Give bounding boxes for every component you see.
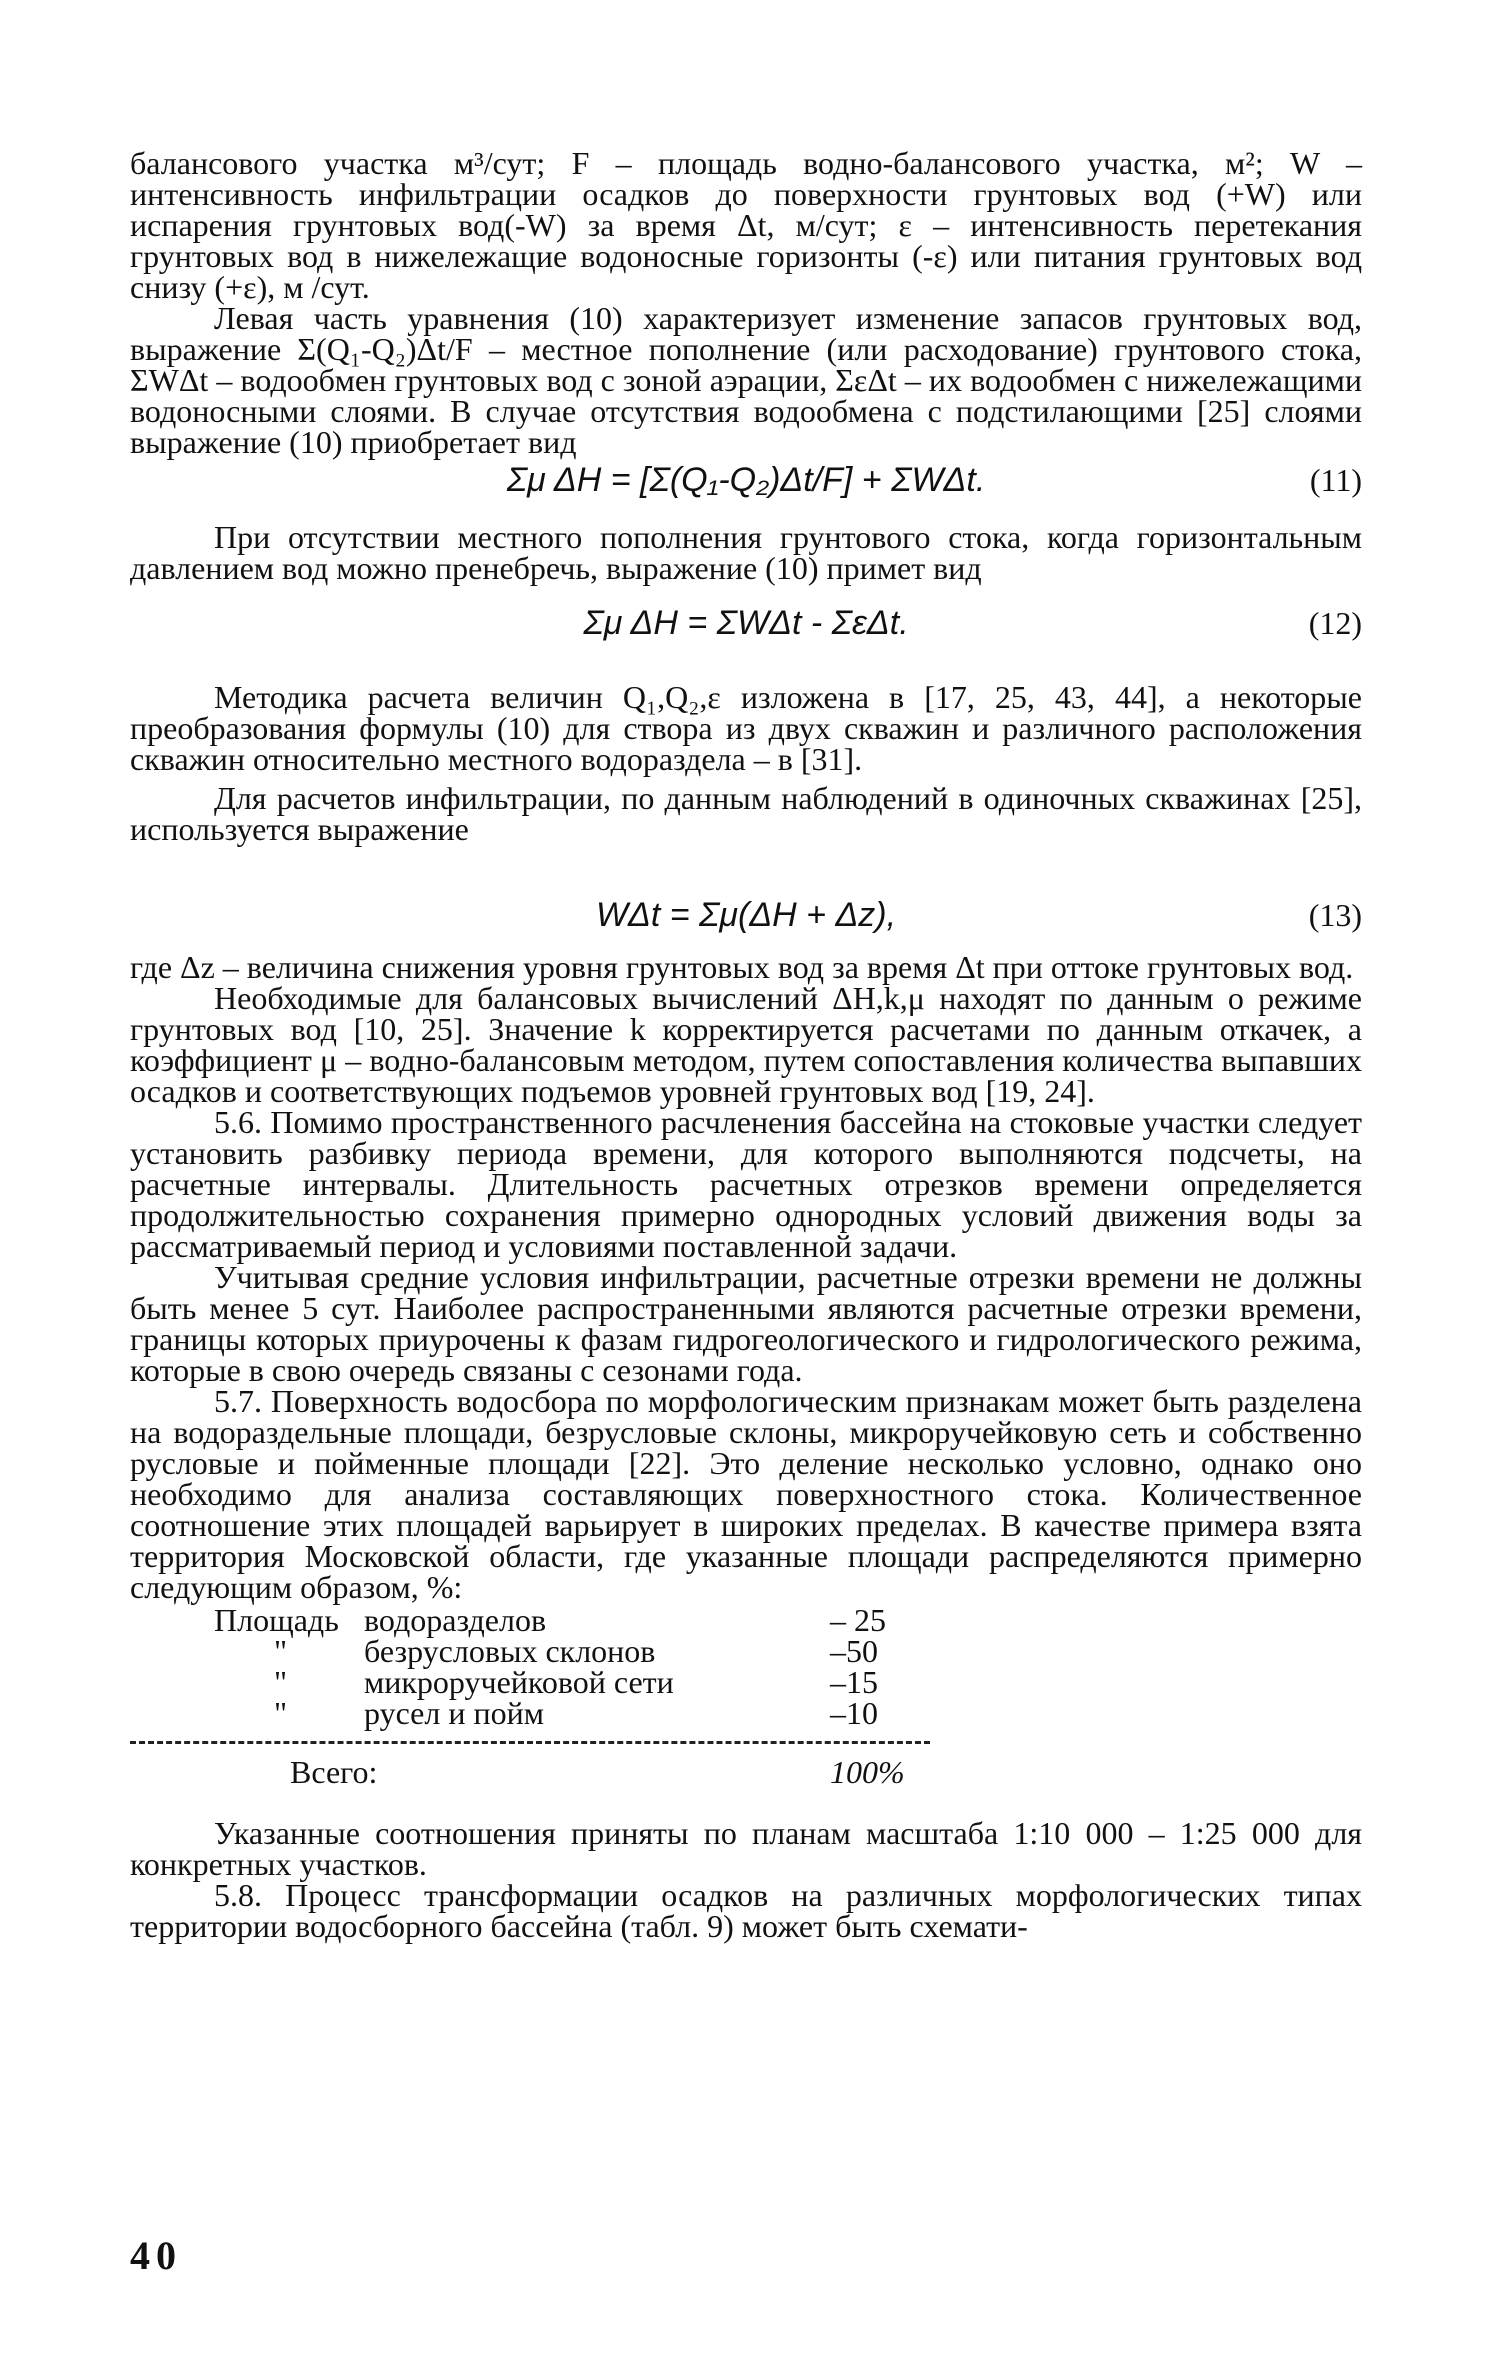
paragraph-infiltration-conditions: Учитывая средние условия инфильтрации, расчетные отрезки времени не должны быть менее 5 сут. Наиболее распространенными являются расчетные отрезки времени, границы которых приурочены к фазам гидрогеологического и гидрологического режима, которые в свою очередь связаны с сезонами года. (130, 1259, 1362, 1388)
formula-11-number: (11) (1309, 462, 1362, 498)
formula-12-expression: Σμ ΔH = ΣWΔt - ΣεΔt. (583, 604, 909, 642)
total-value: 100% (830, 1754, 905, 1790)
total-label: Всего: (290, 1754, 378, 1790)
row-value: – 25 (830, 1602, 886, 1638)
paragraph-section-5-8: 5.8. Процесс трансформации осадков на различных морфологических типах территории водосборного бассейна (табл. 9) может быть схемати- (130, 1877, 1362, 1944)
row-value: –50 (830, 1633, 878, 1669)
paragraph-section-5-6: 5.6. Помимо пространственного расчленения бассейна на стоковые участки следует установить разбивку периода времени, для которого выполняются подсчеты, на расчетные интервалы. Длительность расчетных отрезков времени определяется продолжительностью сохранения примерно однородных условий движения воды за рассматриваемый период и условиями поставленной задачи. (130, 1104, 1362, 1264)
paragraph-balance-calculations: Необходимые для балансовых вычислений ΔH,k,μ находят по данным о режиме грунтовых вод [10, 25]. Значение k корректируется расчетами по данным откачек, а коэффициент μ – водно-балансовым методом, путем сопоставления количества выпавших осадков и соответствующих подъемов уровней грунтовых вод [19, 24]. (130, 980, 1362, 1109)
row-label: русел и пойм (364, 1695, 544, 1731)
text-block-4 (130, 949, 1362, 1944)
paragraph-variables: балансового участка м³/сут; F – площадь водно-балансового участка, м²; W – интенсивность инфильтрации осадков до поверхности грунтовых вод (+W) или испарения грунтовых вод(-W) за время Δt, м/сут; ε – интенсивность перетекания грунтовых вод в нижележащие водоносные горизонты (-ε) или питания грунтовых вод снизу (+ε), м /сут. (130, 145, 1363, 305)
text-block-3 (130, 679, 1362, 847)
paragraph-method: Методика расчета величин Q₁,Q₂,ε изложена в [17, 25, 43, 44], а некоторые преобразования формулы (10) для створа из двух скважин и различного расположения скважин относительно местного водораздела – в [31]. (130, 679, 1362, 777)
table-total-row (130, 1754, 1362, 1790)
text-block-top (130, 145, 1363, 460)
formula-13-expression: WΔt = Σμ(ΔH + Δz), (595, 896, 897, 934)
formula-11-expression: Σμ ΔH = [Σ(Q₁-Q₂)Δt/F] + ΣWΔt. (506, 461, 986, 499)
formula-13 (130, 890, 1362, 940)
row-prefix: " (274, 1664, 288, 1700)
row-label: микроручейковой сети (364, 1664, 674, 1700)
row-value: –10 (830, 1695, 878, 1731)
row-prefix: " (274, 1633, 288, 1669)
paragraph-where-dz: где Δz – величина снижения уровня грунтовых вод за время Δt при оттоке грунтовых вод. (130, 949, 1354, 985)
table-divider (130, 1741, 930, 1744)
formula-12-number: (12) (1308, 605, 1362, 641)
paragraph-infiltration: Для расчетов инфильтрации, по данным наблюдений в одиночных скважинах [25], используется выражение (130, 780, 1362, 847)
page-number: 40 (130, 2233, 182, 2278)
paragraph-ratios-note: Указанные соотношения приняты по планам масштаба 1:10 000 – 1:25 000 для конкретных участков. (130, 1815, 1362, 1882)
row-label: безрусловых склонов (364, 1633, 656, 1669)
text-block-2 (130, 519, 1362, 586)
paragraph-section-5-7: 5.7. Поверхность водосбора по морфологическим признакам может быть разделена на водораздельные площади, безрусловые склоны, микроручейковую сеть и собственно русловые и пойменные площади [22]. Это деление несколько условно, однако оно необходимо для анализа составляющих поверхностного стока. Количественное соотношение этих площадей варьирует в широких пределах. В качестве примера взята территория Московской области, где указанные площади распределяются примерно следующим образом, %: (130, 1383, 1362, 1605)
row-prefix: " (274, 1695, 288, 1731)
formula-13-number: (13) (1308, 897, 1362, 933)
formula-12 (130, 598, 1362, 648)
area-distribution-table (130, 1602, 886, 1731)
table-row (130, 1605, 886, 1636)
table-row (130, 1698, 886, 1729)
table-row (130, 1636, 886, 1667)
row-value: –15 (830, 1664, 878, 1700)
paragraph-no-replenishment: При отсутствии местного пополнения грунтового стока, когда горизонтальным давлением вод можно пренебречь, выражение (10) примет вид (130, 519, 1362, 586)
paragraph-equation-10-explanation: Левая часть уравнения (10) характеризует изменение запасов грунтовых вод, выражение Σ(Q₁-Q₂)Δt/F – местное пополнение (или расходование) грунтового стока, ΣWΔt – водообмен грунтовых вод с зоной аэрации, ΣεΔt – их водообмен с нижележащими водоносными слоями. В случае отсутствия водообмена с подстилающими [25] слоями выражение (10) приобретает вид (130, 300, 1362, 460)
row-prefix: Площадь (214, 1602, 339, 1638)
row-label: водоразделов (364, 1602, 547, 1638)
formula-11 (130, 455, 1362, 505)
table-row (130, 1667, 886, 1698)
